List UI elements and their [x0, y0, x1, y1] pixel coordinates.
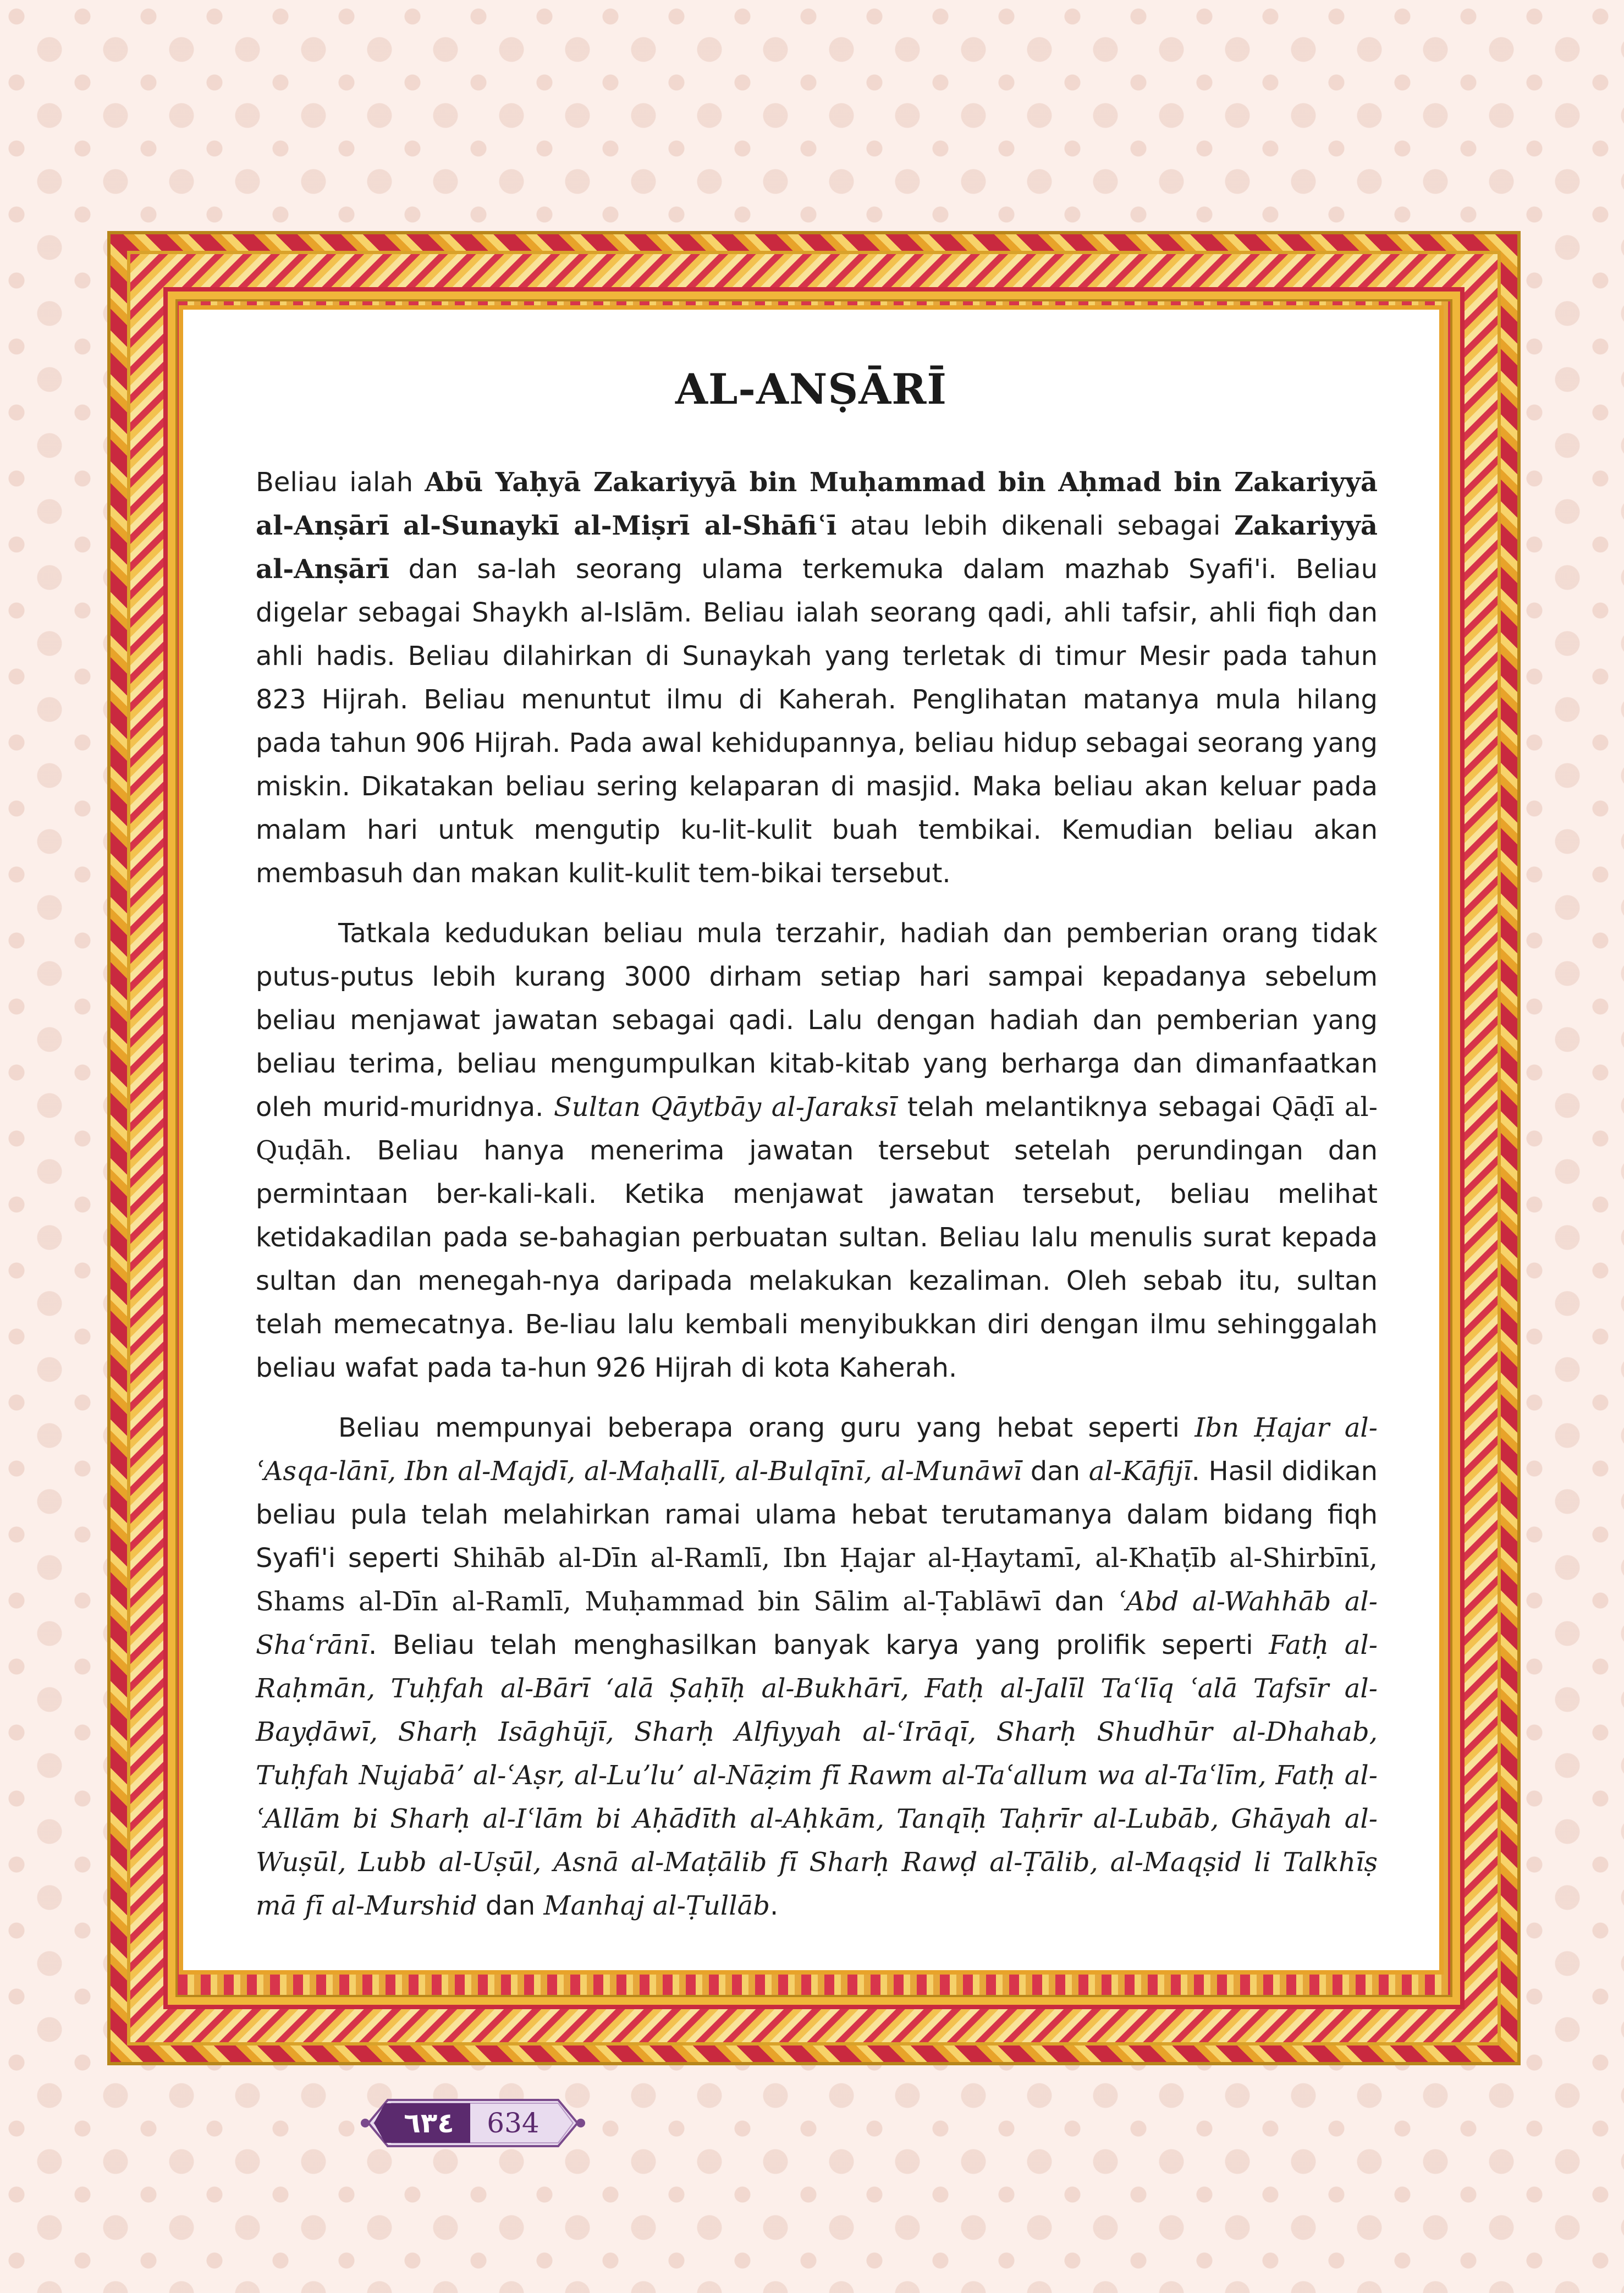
text-run: . Hasil didikan beliau pula telah melahirkan ramai ulama hebat terutamanya dalam bidang fiqh Syafi'i seperti [256, 1456, 1378, 1574]
paragraph-1 [256, 461, 1378, 895]
text-run: Tatkala kedudukan beliau mula terzahir, hadiah dan pemberian orang tidak putus-putus lebih kurang 3000 dirham setiap hari sampai kepadanya sebelum beliau menjawat jawatan sebagai qadi. Lalu dengan hadiah dan pemberian yang beliau terima, beliau mengumpulkan kitab-kitab yang berharga dan dimanfaatkan oleh murid-muridnya. [256, 918, 1378, 1123]
page-number-latin: 634 [487, 2107, 540, 2139]
text-run: Beliau mempunyai beberapa orang guru yang hebat seperti [338, 1412, 1195, 1443]
text-run: dan [477, 1890, 544, 1921]
text-run: dan sa-lah seorang ulama terkemuka dalam mazhab Syafi'i. Beliau digelar sebagai Shaykh al-Islām. Beliau ialah seorang qadi, ahli tafsir, ahli fiqh dan ahli hadis. Beliau dilahirkan di Sunaykah yang terletak di timur Mesir pada tahun 823 Hijrah. Beliau menuntut ilmu di Kaherah. Penglihatan matanya mula hilang pada tahun 906 Hijrah. Pada awal kehidupannya, beliau hidup sebagai seorang yang miskin. Dikatakan beliau sering kelaparan di masjid. Maka beliau akan keluar pada malam hari untuk mengutip ku-lit-kulit buah tembikai. Kemudian beliau akan membasuh dan makan kulit-kulit tem-bikai tersebut. [256, 554, 1378, 889]
text-run: Beliau ialah [256, 467, 425, 498]
text-run: dan [1021, 1456, 1089, 1487]
paragraph-2 [256, 912, 1378, 1390]
bold-name: Zakariyyā al-Anṣārī [256, 510, 1378, 585]
italic-work: Manhaj al-Ṭullāb [543, 1890, 770, 1921]
italic-name: al-Kāfijī [1088, 1456, 1192, 1487]
text-run: . Beliau hanya menerima jawatan tersebut setelah perundingan dan permintaan ber-kali-kali. Ketika menjawat jawatan tersebut, beliau melihat ketidakadilan pada se-bahagian perbuatan sultan. Beliau lalu menulis surat kepada sultan dan menegah-nya daripada melakukan kezaliman. Oleh sebab itu, sultan telah memecatnya. Be-liau lalu kembali menyibukkan diri dengan ilmu sehinggalah beliau wafat pada ta-hun 926 Hijrah di kota Kaherah. [256, 1135, 1378, 1383]
page-number-badge [357, 2090, 588, 2156]
bold-name: al-Sunaykī al-Miṣrī al-Shāfiʿī [403, 510, 837, 541]
text-run: . Beliau telah menghasilkan banyak karya yang prolifik seperti [368, 1630, 1269, 1660]
text-run: dan [1041, 1586, 1118, 1617]
italic-works: Fatḥ al-Raḥmān, Tuḥfah al-Bārī ʻalā Ṣaḥīḥ al-Bukhārī, Fatḥ al-Jalīl Taʿlīq ʿalā Tafsīr al-Bayḍāwī, Sharḥ Isāghūjī, Sharḥ Alfiyyah al-ʿIrāqī, Sharḥ Shudhūr al-Dhahab, Tuḥfah Nujabāʼ al-ʿAṣr, al-Luʼluʼ al-Nāẓim fī Rawm al-Taʿallum wa al-Taʿlīm, Fatḥ al-ʿAllām bi Sharḥ al-Iʿlām bi Aḥādīth al-Aḥkām, Tanqīḥ Taḥrīr al-Lubāb, Ghāyah al-Wuṣūl, Lubb al-Uṣūl, Asnā al-Maṭālib fī Sharḥ Rawḍ al-Ṭālib, al-Maqṣid li Talkhīṣ mā fī al-Murshid [256, 1630, 1378, 1921]
text-run: . [769, 1890, 779, 1921]
italic-names: Ibn Ḥajar al-ʿAsqa-lānī, Ibn al-Majdī, al-Maḥallī, al-Bulqīnī, al-Munāwī [256, 1412, 1378, 1487]
italic-name: ʿAbd al-Wahhāb al-Shaʿrānī [256, 1586, 1378, 1660]
text-run: atau lebih dikenali sebagai [836, 510, 1235, 541]
article-body [256, 461, 1378, 1928]
serif-names: Shihāb al-Dīn al-Ramlī, Ibn Ḥajar al-Ḥaytamī, al-Khaṭīb al-Shirbīnī, Shams al-Dīn al-Ramlī, Muḥammad bin Sālim al-Ṭablāwī [256, 1543, 1378, 1617]
serif-term: Qāḍī al-Quḍāh [256, 1092, 1378, 1166]
paragraph-3 [256, 1406, 1378, 1928]
page-content [179, 305, 1444, 1975]
page-number-arabic: ٦٣٤ [404, 2107, 454, 2139]
text-run: telah melantiknya sebagai [897, 1092, 1272, 1123]
bold-name: Abū Yaḥyā Zakariyyā bin Muḥammad bin Aḥmad bin Zakariyyā al-Anṣārī [256, 467, 1378, 541]
text-run [389, 510, 403, 541]
page-title: AL-ANṢĀRĪ [675, 365, 947, 414]
italic-name: Sultan Qāytbāy al-Jaraksī [553, 1092, 898, 1123]
